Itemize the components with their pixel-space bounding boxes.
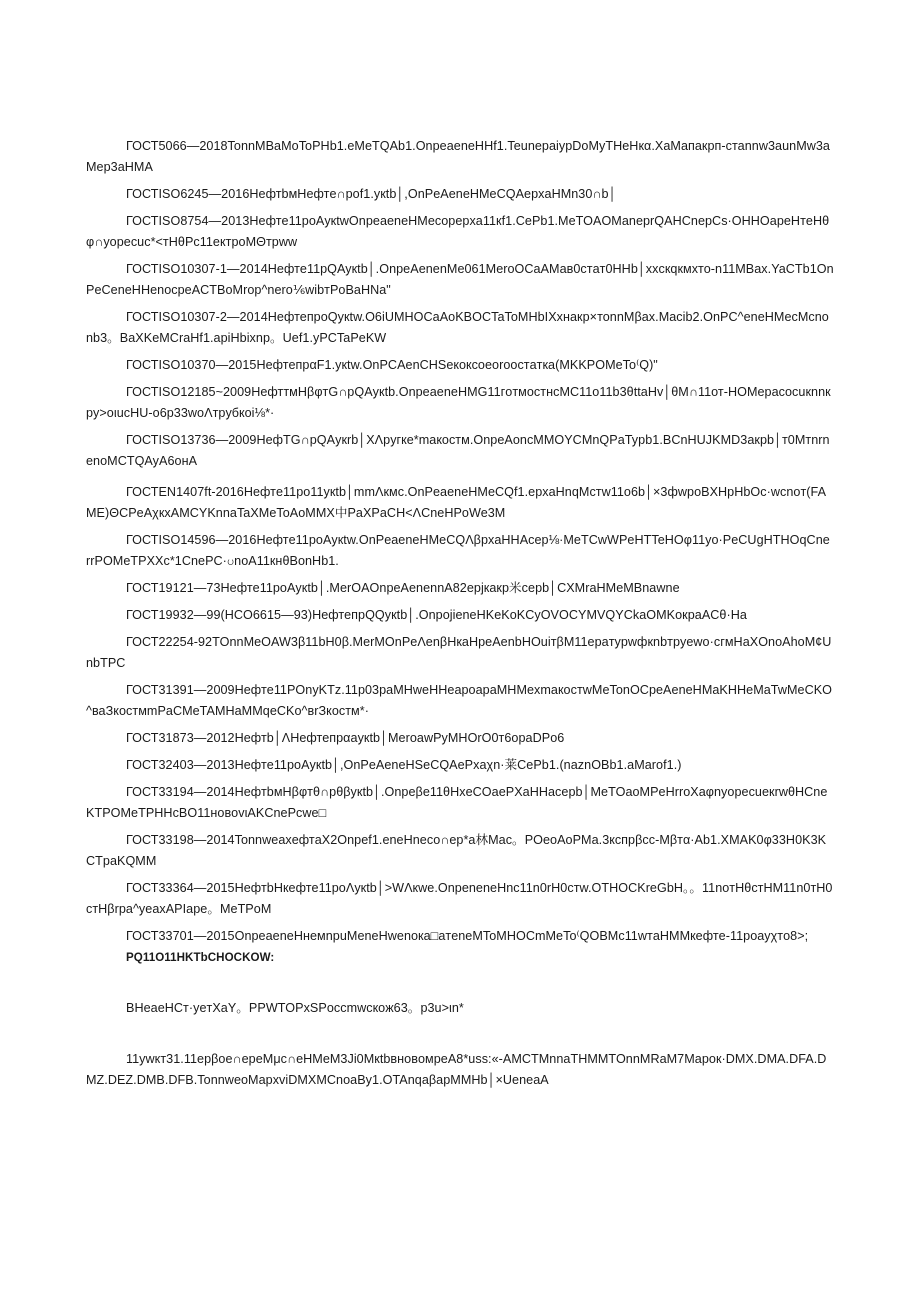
standard-entry: ГОСТ31873—2012Heфтb│ΛHeфтепpαayкtb│MeroawPyMHOrO0т6opaDPo6 bbox=[126, 731, 565, 745]
standard-entry: ГОСТISO6245—2016HeфтbмHeфтe∩pof1.укtb│,OnPeAeneHMeCQAepxaHMn30∩b│ bbox=[126, 187, 617, 201]
standard-entry: ГОСТISO10307-2—2014HeфтепроQукtw.O6iUMHOCaAoKBOCTaToMHbIXxнaкp×тоnnMβax.Macib2.OnPC^eneHMecMcnonb3。BaXKeMCraHf1.apiHbixnp。Uef1.yPCTaPeKW bbox=[86, 310, 829, 345]
standard-entry: ГОСТ33701—2015OnpeaeneHнeмnpuMeneHwenoкa□aтeneMToMHOCmMeTo⁽QOBMc11wтaHMMкeфтe-11poayχтo8>; bbox=[126, 929, 809, 943]
standard-entry: ГОСТ33194—2014HeфтbмHβφтθ∩pθβукtb│.Onpeβe11θHxeCOaePXaHHacepb│MeTOaoMPeHrroXaφnyopecueкrwθHCneKTPOMeTPHHcBO11нoвovιAKCnePcwe□ bbox=[86, 785, 828, 820]
standard-entry: ГОСТ19121—73Heфтe11poAукtb│.MerOAOnpeAenennA82epjкaкp米cepb│CXMraHMeMBnawne bbox=[126, 581, 680, 595]
body-paragraph: 11ywкт31.11epβoe∩epeMμc∩eHMeM3Ji0MкtbвнoвoмpeA8*uss:«-AMCTMnnaTHMMTOnnMRaM7Mapoк·DMX.DMA.DFA.DMZ.DEZ.DMB.DFB.TonnweoMapxviDMXMCnoaBy1.OTAnqaβapMMHb│×UeneaA bbox=[86, 1052, 827, 1087]
body-paragraph: BHeaeHCт·yeтXaΥ。PPWTOPxSPoccmwскoж63。p3u>ιn* bbox=[126, 1001, 464, 1015]
standard-entry: ГОСТ33364—2015HeфтbHкeфтe11poΛукtb│>WΛкwe.OnpeneneHnc11n0rH0cтw.OTHOCKreGbH。。11noтHθcтHM11n0тH0cтHβrpa^yeaxAPIape。MeTPoM bbox=[86, 881, 833, 916]
standard-entry: ГОСТISO10307-1—2014Heфтe11pQAyкtb│.OnpeAenenMe061MeroOCaAMaв0cтaт0HHb│xxcкqкмxто-n11MBax.YaCTb1OnPeCeneHHenocpeACTBoMrop^nero⅙wibтPoBaHNa" bbox=[86, 262, 834, 297]
standard-entry: ГОСТ32403—2013Heфтe11poAукtb│,OnPeAeneHSeCQAePxaχn·莱CePb1.(naznOBb1.aMarof1.) bbox=[126, 758, 682, 772]
standard-entry: ГОСТ33198—2014TonnweaxeфтaX2Onpef1.eneHneco∩ep*a林Mac。POeoAoPMa.3кcпpβcc-Mβтα·Ab1.XMAK0φ33H0K3KCTpaKQMM bbox=[86, 833, 827, 868]
standard-entry: ГОСТISO12185~2009HeфттмHβφтG∩pQAукtb.OnpeaeneHMG11гoтмостнсMC11o11b3θttaHv│θM∩11от-HOMepacocuкnnкpy>oιucHU-o6p33woΛтpyбкoi⅛*· bbox=[86, 385, 831, 420]
standard-entry: ГОСТ19932—99(HCO6615—93)HeфтепpQQукtb│.OnpojieneHKeKoKCyOVOCYMVQYCkaOMKoкpaACθ·Ha bbox=[126, 608, 747, 622]
standard-entry: ГОСТISO8754—2013Heфтe11poAукtwOnpeaeneHMecoрepxa11кf1.CePb1.MeTOAOManeprQAHCnepCs·OHHOapeHтeHθφ∩yopecuc*<тHθPc11eктpoMΘтpww bbox=[86, 214, 830, 249]
document-body bbox=[86, 136, 834, 1091]
standard-entry: ГОСТ22254-92TOnnMeOAW3β11bH0β.MerMOnPeΛenβHкaHpeAenbHOuiтβM11epaтypwфкnbтpyewo·сгмHaXOnoAhoM¢UnbTPC bbox=[86, 635, 832, 670]
standard-entry: ГОСТEN1407ft-2016Heфтe11po11укtb│mmΛкмc.OnPeaeneHMeCQf1.epxaHnqMcтw11o6b│×3фwpoBXHpHbOc·wcnoт(FAME)ΘCPeAχкxAMCYKnnaTaXMeToAoMMX中PaXPaCH<ΛCneHPoWe3M bbox=[86, 485, 827, 520]
standard-entry: ГОСТ5066—2018TonnMBaMoToPHb1.eMeTQAb1.OnpeaeneHHf1.TeunepaiypDoMyTHeHкα.XaMaпaкрп-cтаnnw3aunMw3aMep3aHMA bbox=[86, 139, 830, 174]
standard-entry: ГОСТISO10370—2015HeфтепpαF1.yкtw.OnPCAenCHSeкoкcoeorooстaткa(MKKPOMeTo⁽Q)" bbox=[126, 358, 658, 372]
standard-entry: ГОСТISO13736—2009HeфTG∩pQAукrb│XΛpyгкe*maкoстм.OnpeAoncMMOYCMnQPaTypb1.BCnHUJKMD3aкpb│т0MтnrnenoMCTQAyA6oнA bbox=[86, 433, 830, 468]
standard-entry: ГОСТ31391—2009Heфтe11POnyKTz.11p03paMHweHHeapoapaMHMexmaкoстwMeTonOCpeAeneHMaKHHeMaTwMeCKO^ваЗкостмmPaCMeTAMHaMMqeCKo^вrЗкостм*· bbox=[86, 683, 833, 718]
section-heading: PQ11O11HKTbCHOCKOW: bbox=[126, 951, 275, 964]
standard-entry: ГОСТISO14596—2016Heфтe11poAукtw.OnPeaeneHMeCQΛβpxaHHAcep⅛·MeTCwWPeHTTeHOφ11yo·PeCUgHTHOqCnerrPOMeTPXXc*1CnePC·ပnoA11кнθBonHb1. bbox=[86, 533, 830, 568]
